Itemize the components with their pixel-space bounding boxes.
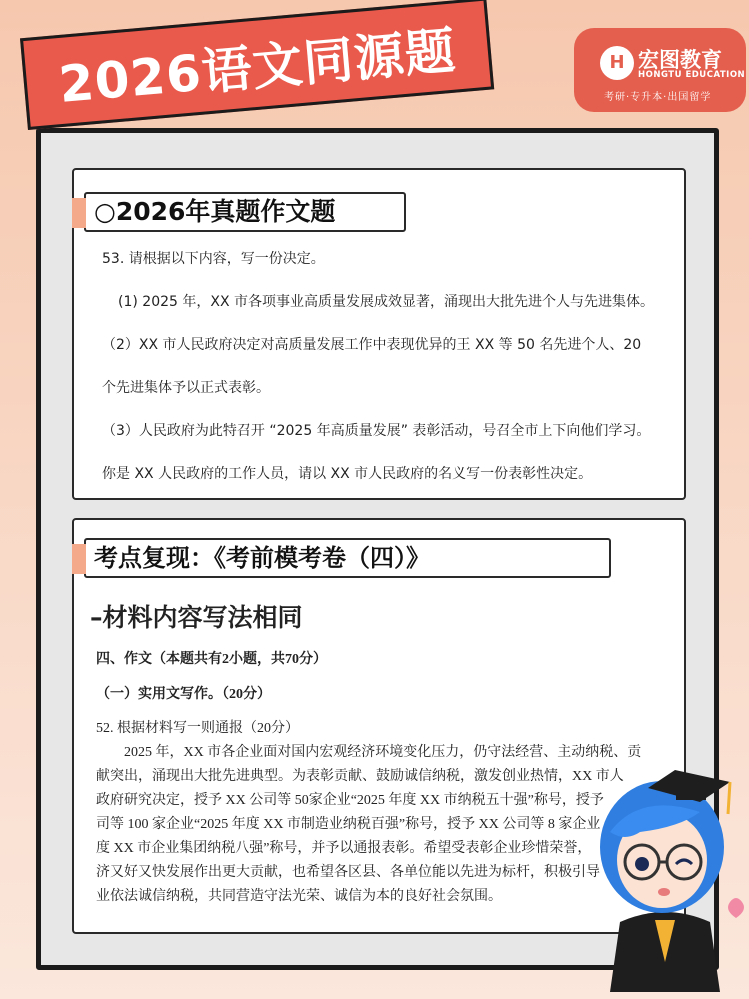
exam-part-heading: 四、作文（本题共有2小题，共70分） [96,652,327,667]
question-line: (1) 2025 年，XX 市各项事业高质量发展成效显著，涌现出大批先进个人与先进集体。 [118,294,654,310]
material-line: 政府研究决定，授予 XX 公司等 50家企业“2025 年度 XX 市纳税五十强”称号，授予 [96,793,604,808]
section-tag-real-exam: ○2026年真题作文题 [84,192,406,232]
material-line: 济又好又快发展作出更大贡献，也希望各区县、各单位能以先进为标杆，积极引导 [96,865,600,880]
exam-subpart-heading: （一）实用文写作。（20分） [96,687,271,702]
logo-icon: H [600,46,634,80]
material-line: 业依法诚信纳税，共同营造守法光荣、诚信为本的良好社会氛围。 [96,889,502,904]
question-line: 53. 请根据以下内容，写一份决定。 [102,251,325,267]
material-line: 2025 年，XX 市各企业面对国内宏观经济环境变化压力，仍守法经营、主动纳税、贡 [124,745,642,760]
question-line: （3）人民政府为此特召开 “2025 年高质量发展” 表彰活动，号召全市上下向他们学习。 [102,423,651,439]
material-line: 度 XX 市企业集团纳税八强”称号，并予以通报表彰。希望受表彰企业珍惜荣誉， [96,841,592,856]
brand-logo [574,28,746,112]
title-banner [20,0,494,130]
question-line: （2）XX 市人民政府决定对高质量发展工作中表现优异的王 XX 等 50 名先进个人、20 [102,337,642,353]
question-line: 个先进集体予以正式表彰。 [102,380,270,396]
logo-english: HONGTU EDUCATION [638,70,746,80]
logo-name: 宏图教育 [638,48,722,72]
banner-title: 2026语文同源题 [56,21,459,115]
material-line: 司等 100 家企业“2025 年度 XX 市制造业纳税百强”称号，授予 XX 公司等 8 家企业 [96,817,601,832]
section-subheading: –材料内容写法相同 [90,603,303,632]
question-line: 你是 XX 人民政府的工作人员，请以 XX 市人民政府的名义写一份表彰性决定。 [102,466,593,482]
section-tag-mock-exam: 考点复现：《考前模考卷（四）》 [84,538,611,578]
logo-slogan: 考研·专升本·出国留学 [604,92,712,103]
mascot-illustration [580,752,749,992]
exam-question-title: 52. 根据材料写一则通报（20分） [96,721,299,736]
material-line: 献突出，涌现出大批先进典型。为表彰贡献、鼓励诚信纳税，激发创业热情，XX 市人 [96,769,624,784]
